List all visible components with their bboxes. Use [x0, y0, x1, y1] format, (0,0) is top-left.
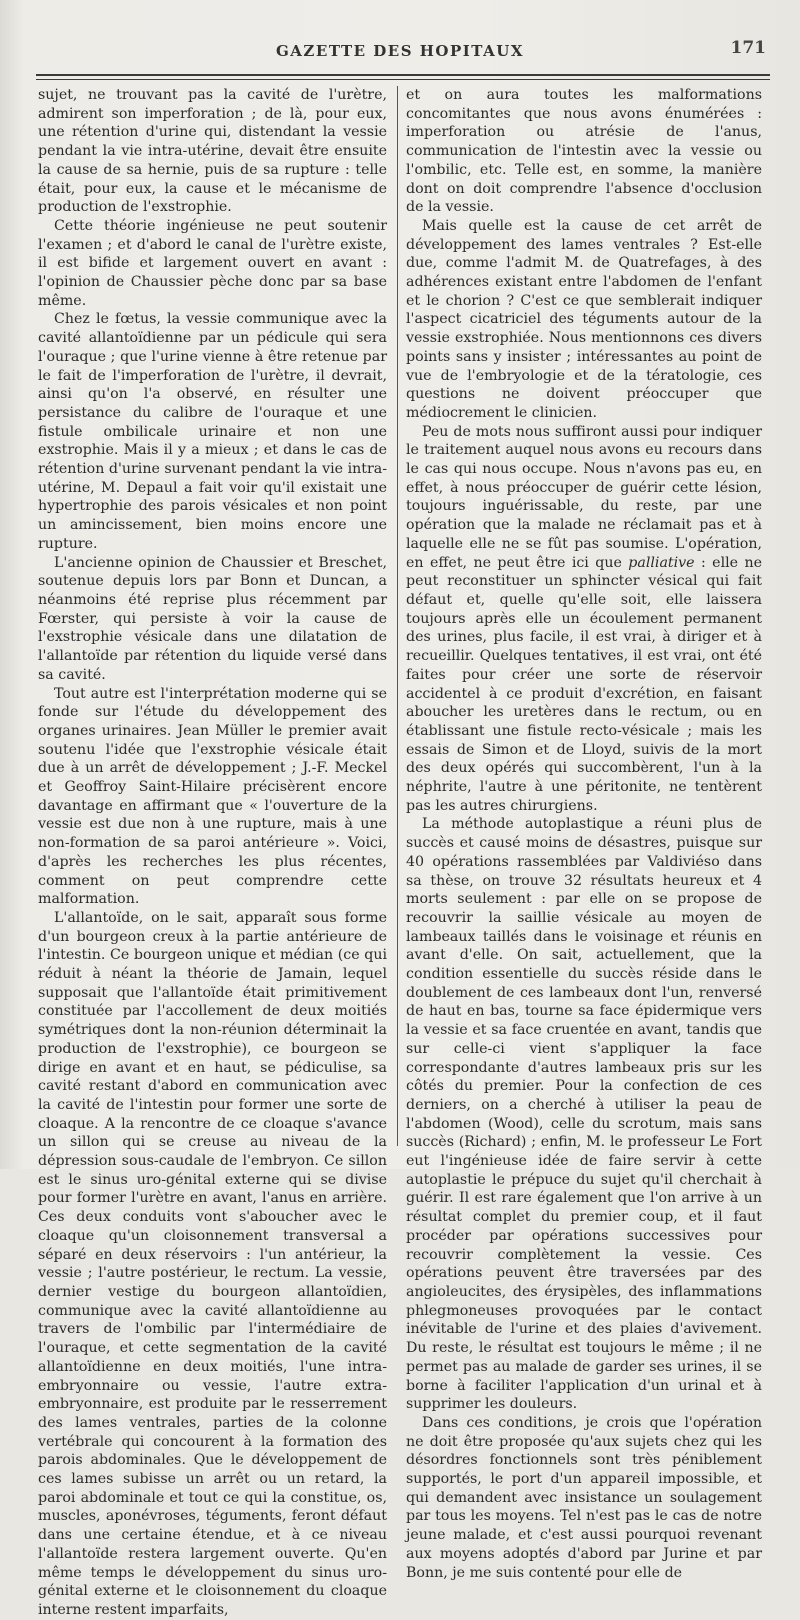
paragraph: Dans ces conditions, je crois que l'opération ne doit être proposée qu'aux sujets chez qui les désordres fonctionnels sont très péniblement supportés, le port d'un appareil impossible, et qui demandent avec insistance un soulagement par tous les moyens. Tel n'est pas le cas de notre jeune malade, et c'est aussi pourquoi revenant aux moyens adoptés d'abord par Jurine et par Bonn, je me suis contenté pour elle de: [406, 1414, 762, 1581]
right-column: [406, 86, 762, 1582]
paragraph: Mais quelle est la cause de cet arrêt de développement des lames ventrales ? Est-elle due, comme l'admit M. de Quatrefages, à des adhérences existant entre l'abdomen de l'enfant et le chorion ? C'est ce que semblerait indiquer l'aspect cicatriciel des téguments autour de la vessie exstrophiée. Nous mentionnons ces divers points sans y insister ; intéressantes au point de vue de l'embryologie et de la tératologie, ces questions ne doivent préoccuper que médiocrement le clinicien.: [406, 217, 762, 421]
page-number: 171: [730, 38, 766, 58]
paragraph: et on aura toutes les malformations concomitantes que nous avons énumérées : imperforation ou atrésie de l'anus, communication de l'intestin avec la vessie ou l'ombilic, etc. Telle est, en somme, la manière dont on doit comprendre l'absence d'occlusion de la vessie.: [406, 87, 762, 216]
header-rule-thin: [36, 79, 770, 80]
column-separator: [397, 86, 398, 1146]
paragraph: L'allantoïde, on le sait, apparaît sous forme d'un bourgeon creux à la partie antérieure de l'intestin. Ce bourgeon unique et médian (ce qui réduit à néant la théorie de Jamain, lequel supposait que l'allantoïde était primitivement constituée par l'accollement de deux moitiés symétriques dont la non-réunion déterminait la production de l'exstrophie), ce bourgeon se dirige en avant et en haut, se pédiculise, sa cavité restant d'abord en communication avec la cavité de l'intestin pour former une sorte de cloaque. A la rencontre de ce cloaque s'avance un sillon qui se creuse au niveau de la dépression sous-caudale de l'embryon. Ce sillon est le sinus uro-génital externe qui se divise pour former l'urètre en avant, l'anus en arrière. Ces deux conduits vont s'aboucher avec le cloaque qu'un cloisonnement transversal a séparé en deux réservoirs : l'un antérieur, la vessie ; l'autre postérieur, le rectum. La vessie, dernier vestige du bourgeon allantoïdien, communique avec la cavité allantoïdienne au travers de l'ombilic par l'intermédiaire de l'ouraque, et cette segmentation de la cavité allantoïdienne en deux moitiés, l'une intra-embryonnaire ou vessie, l'autre extra-embryonnaire, est produite par le resserrement des lames ventrales, parties de la colonne vertébrale qui concourent à la formation des parois abdominales. Que le développement de ces lames subisse un arrêt ou un retard, la paroi abdominale et tout ce qui la constitue, os, muscles, aponévroses, téguments, feront défaut dans une certaine étendue, et à ce niveau l'allantoïde restera largement ouverte. Qu'en même temps le développement du sinus uro-génital externe et le cloisonnement du cloaque interne restent imparfaits,: [38, 909, 387, 1618]
paragraph: L'ancienne opinion de Chaussier et Breschet, soutenue depuis lors par Bonn et Duncan, a néanmoins été reprise plus récemment par Fœrster, qui persiste à voir la cause de l'exstrophie vésicale dans une dilatation de l'allantoïde par rétention du liquide versé dans sa cavité.: [38, 554, 387, 683]
paragraph: La méthode autoplastique a réuni plus de succès et causé moins de désastres, puisque sur 40 opérations rassemblées par Valdiviéso dans sa thèse, on trouve 32 résultats heureux et 4 morts seulement : par elle on se propose de recouvrir la saillie vésicale au moyen de lambeaux taillés dans le voisinage et réunis en avant d'elle. On sait, actuellement, que la condition essentielle du succès réside dans le doublement de ces lambeaux dont l'un, renversé de haut en bas, tourne sa face épidermique vers la vessie et sa face cruentée en avant, tandis que sur celle-ci vient s'appliquer la face correspondante d'autres lambeaux pris sur les côtés du premier. Pour la confection de ces derniers, on a cherché à utiliser la peau de l'abdomen (Wood), celle du scrotum, mais sans succès (Richard) ; enfin, M. le professeur Le Fort eut l'ingénieuse idée de faire servir à cette autoplastie le prépuce du sujet qu'il cherchait à guérir. Il est rare également que l'on arrive à un résultat complet du premier coup, et il faut procéder par opérations successives pour recouvrir complètement la vessie. Ces opérations peuvent être traversées par des angioleucites, des érysipèles, des inflammations phlegmoneuses provoquées par le contact inévitable de l'urine et des plaies d'avivement. Du reste, le résultat est toujours le même ; il ne permet pas au malade de garder ses urines, il se borne à faciliter l'application d'un urinal et à supprimer les douleurs.: [406, 816, 762, 1413]
paragraph: Cette théorie ingénieuse ne peut soutenir l'examen ; et d'abord le canal de l'urètre existe, il est bifide et largement ouvert en avant : l'opinion de Chaussier pèche donc par sa base même.: [38, 217, 387, 309]
running-header-title: GAZETTE DES HOPITAUX: [275, 42, 524, 60]
left-column: [38, 86, 387, 1620]
paragraph: sujet, ne trouvant pas la cavité de l'urètre, admirent son imperforation ; de là, pour eux, une rétention d'urine qui, distendant la vessie pendant la vie intra-utérine, devait être ensuite la cause de sa hernie, puis de sa rupture : telle était, pour eux, la cause et le mécanisme de production de l'exstrophie.: [38, 87, 387, 216]
paragraph: Chez le fœtus, la vessie communique avec la cavité allantoïdienne par un pédicule qui sera l'ouraque ; que l'urine vienne à être retenue par le fait de l'imperforation de l'urètre, il devrait, ainsi qu'on l'a observé, en résulter une persistance du calibre de l'ouraque et une fistule ombilicale urinaire et non une exstrophie. Mais il y a mieux ; et dans le cas de rétention d'urine survenant pendant la vie intra-utérine, M. Depaul a fait voir qu'il existait une hypertrophie des parois vésicales et non point un amincissement, bien moins encore une rupture.: [38, 311, 387, 552]
paragraph: Peu de mots nous suffiront aussi pour indiquer le traitement auquel nous avons eu recours dans le cas qui nous occupe. Nous n'avons pas eu, en effet, à nous préoccuper de guérir cette lésion, toujours inguérissable, du reste, par une opération que la malade ne réclamait pas et à laquelle elle ne se fût pas soumise. L'opération, en effet, ne peut être ici que palliative : elle ne peut reconstituer un sphincter vésical qui fait défaut et, quelle qu'elle soit, elle laissera toujours après elle un écoulement permanent des urines, plus facile, il est vrai, à diriger et à recueillir. Quelques tentatives, il est vrai, ont été faites pour créer une sorte de réservoir accidentel à ce produit d'excrétion, en faisant aboucher les uretères dans le rectum, ou en établissant une fistule recto-vésicale ; mais les essais de Simon et de Lloyd, suivis de la mort des deux opérés qui succombèrent, l'un à la néphrite, l'autre à une péritonite, ne tentèrent pas les autres chirurgiens.: [406, 423, 762, 814]
paragraph: Tout autre est l'interprétation moderne qui se fonde sur l'étude du développement des organes urinaires. Jean Müller le premier avait soutenu l'idée que l'exstrophie vésicale était due à un arrêt de développement ; J.-F. Meckel et Geoffroy Saint-Hilaire précisèrent encore davantage en affirmant que « l'ouverture de la vessie est due non à une rupture, mais à une non-formation de sa paroi antérieure ». Voici, d'après les recherches les plus récentes, comment on peut comprendre cette malformation.: [38, 685, 387, 908]
emphasis-word: palliative: [628, 554, 695, 571]
header-rule-thick: [36, 74, 770, 76]
